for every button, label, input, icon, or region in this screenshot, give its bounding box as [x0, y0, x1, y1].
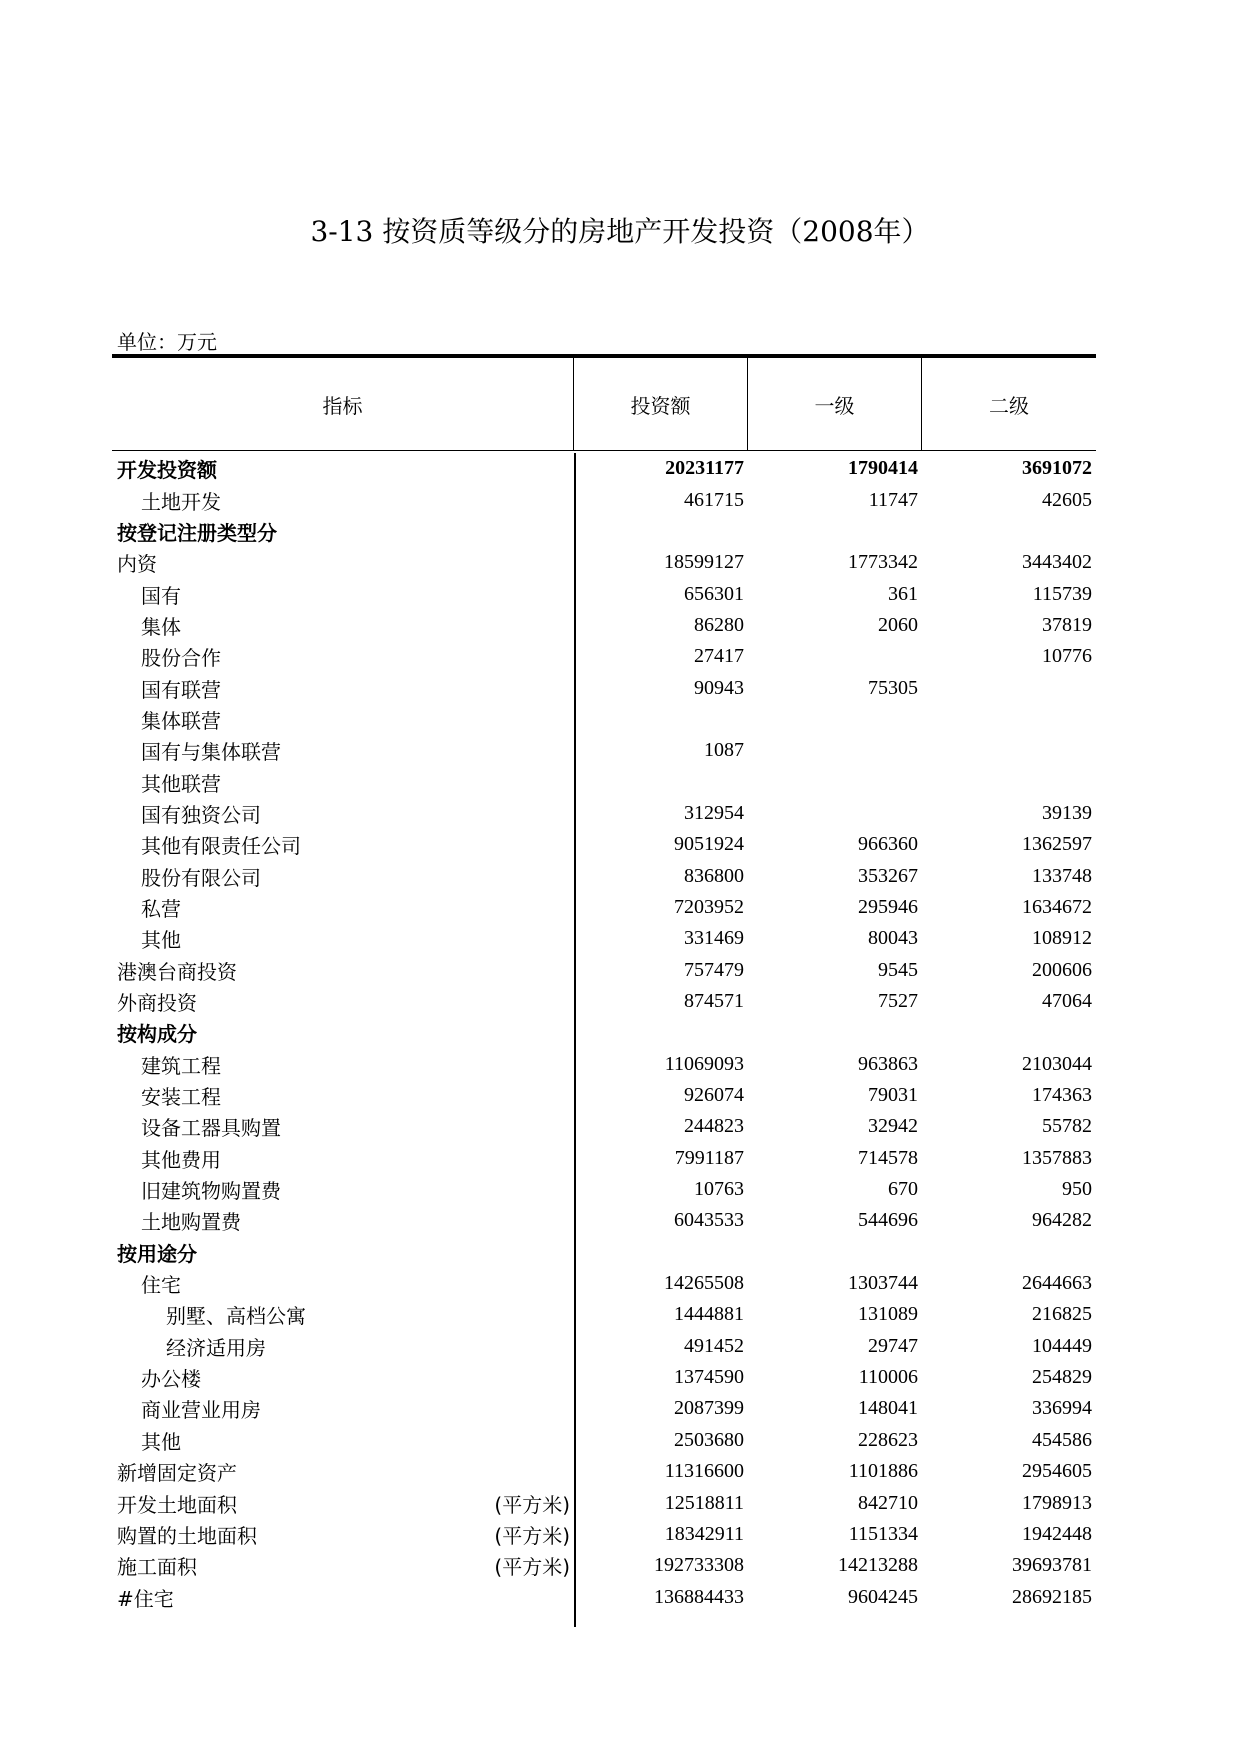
cell-investment: 136884433 [654, 1585, 744, 1608]
row-label: 集体联营 [141, 708, 221, 733]
table-row [112, 1362, 1096, 1393]
row-label: 其他 [141, 1429, 181, 1454]
row-label: 按用途分 [117, 1241, 197, 1266]
cell-grade-1: 11747 [868, 488, 918, 511]
cell-investment: 836800 [684, 864, 744, 887]
table-row [112, 484, 1096, 515]
table-row [112, 578, 1096, 609]
header-investment: 投资额 [574, 358, 748, 450]
cell-investment: 11069093 [664, 1052, 744, 1075]
table-row [112, 672, 1096, 703]
cell-grade-1: 2060 [878, 613, 918, 636]
row-label-cell [112, 1332, 574, 1361]
row-label-cell [112, 862, 574, 891]
row-label-cell [112, 1583, 574, 1612]
row-label: 股份有限公司 [141, 865, 261, 890]
cell-grade-2: 104449 [1032, 1334, 1092, 1357]
cell-grade-1: 295946 [858, 895, 918, 918]
row-label-cell [112, 1457, 574, 1486]
cell-investment: 192733308 [654, 1554, 744, 1577]
row-label: 开发投资额 [117, 458, 217, 483]
row-label: 开发土地面积 [117, 1492, 237, 1517]
cell-investment: 656301 [684, 582, 744, 605]
row-label-cell [112, 454, 574, 483]
cell-grade-2: 3443402 [1022, 551, 1092, 574]
cell-grade-1: 32942 [868, 1115, 918, 1138]
cell-grade-1: 29747 [868, 1334, 918, 1357]
table-row [112, 1299, 1096, 1330]
row-label-cell [112, 486, 574, 515]
cell-grade-2: 2954605 [1022, 1460, 1092, 1483]
row-label-cell [112, 830, 574, 859]
row-label-cell [112, 1081, 574, 1110]
row-label: 外商投资 [117, 991, 197, 1016]
row-label-cell [112, 580, 574, 609]
row-label-cell [112, 1394, 574, 1423]
row-label: 国有与集体联营 [141, 740, 281, 765]
column-divider [574, 453, 576, 1627]
cell-investment: 10763 [694, 1178, 744, 1201]
cell-investment: 6043533 [674, 1209, 744, 1232]
row-label-cell [112, 956, 574, 985]
cell-grade-2: 28692185 [1012, 1585, 1092, 1608]
cell-investment: 12518811 [664, 1491, 744, 1514]
cell-grade-1: 714578 [858, 1146, 918, 1169]
table-header [112, 358, 1096, 451]
row-label-cell [112, 1050, 574, 1079]
row-label: 其他联营 [141, 771, 221, 796]
cell-grade-2: 39693781 [1012, 1554, 1092, 1577]
cell-investment: 14265508 [664, 1272, 744, 1295]
row-label-cell [112, 1238, 574, 1267]
cell-grade-1: 670 [888, 1178, 918, 1201]
table-row [112, 641, 1096, 672]
cell-grade-1: 1773342 [848, 551, 918, 574]
cell-grade-1: 1101886 [848, 1460, 918, 1483]
row-unit: (平方米) [494, 1555, 570, 1580]
cell-grade-2: 454586 [1032, 1428, 1092, 1451]
cell-grade-2: 964282 [1032, 1209, 1092, 1232]
cell-investment: 461715 [684, 488, 744, 511]
row-label-cell [112, 1018, 574, 1047]
table-row [112, 1425, 1096, 1456]
cell-grade-1: 842710 [858, 1491, 918, 1514]
cell-investment: 244823 [684, 1115, 744, 1138]
cell-investment: 7203952 [674, 895, 744, 918]
cell-investment: 20231177 [665, 457, 744, 480]
header-grade-2: 二级 [989, 393, 1029, 418]
cell-investment: 491452 [684, 1334, 744, 1357]
cell-grade-2: 216825 [1032, 1303, 1092, 1326]
cell-investment: 1444881 [674, 1303, 744, 1326]
cell-grade-1: 544696 [858, 1209, 918, 1232]
cell-grade-2: 1798913 [1022, 1491, 1092, 1514]
cell-investment: 27417 [694, 645, 744, 668]
row-label-cell [112, 987, 574, 1016]
row-label-cell [112, 1144, 574, 1173]
cell-investment: 18599127 [664, 551, 744, 574]
cell-grade-1: 131089 [858, 1303, 918, 1326]
cell-grade-2: 174363 [1032, 1084, 1092, 1107]
table-row [112, 923, 1096, 954]
row-label-cell [112, 924, 574, 953]
table-row [112, 1049, 1096, 1080]
header-indicator: 指标 [112, 358, 574, 450]
row-unit: (平方米) [494, 1523, 570, 1548]
table-row [112, 1393, 1096, 1424]
cell-grade-2: 254829 [1032, 1366, 1092, 1389]
row-label-cell [112, 1269, 574, 1298]
row-label: 土地开发 [141, 489, 221, 514]
row-label: #住宅 [117, 1586, 174, 1611]
cell-grade-2: 37819 [1042, 613, 1092, 636]
row-label: 新增固定资产 [117, 1461, 237, 1486]
cell-investment: 757479 [684, 958, 744, 981]
row-label: 其他 [141, 928, 181, 953]
cell-investment: 874571 [684, 990, 744, 1013]
row-label-cell [112, 705, 574, 734]
row-label: 旧建筑物购置费 [141, 1179, 281, 1204]
cell-grade-1: 353267 [858, 864, 918, 887]
table-row [112, 798, 1096, 829]
cell-grade-2: 950 [1062, 1178, 1092, 1201]
cell-investment: 18342911 [664, 1522, 744, 1545]
cell-grade-2: 2644663 [1022, 1272, 1092, 1295]
row-label-cell [112, 674, 574, 703]
page-title: 3-13 按资质等级分的房地产开发投资（2008年） [310, 215, 930, 248]
row-label-cell [112, 1489, 574, 1518]
table-row [112, 1111, 1096, 1142]
cell-grade-1: 110006 [858, 1366, 918, 1389]
table-body [112, 453, 1096, 1613]
cell-investment: 926074 [684, 1084, 744, 1107]
cell-grade-1: 1790414 [848, 457, 918, 480]
row-label-cell [112, 1112, 574, 1141]
cell-investment: 11316600 [664, 1460, 744, 1483]
table-row [112, 1205, 1096, 1236]
row-label-cell [112, 517, 574, 546]
cell-grade-2: 200606 [1032, 958, 1092, 981]
row-label: 其他费用 [141, 1147, 221, 1172]
row-label-cell [112, 1206, 574, 1235]
cell-grade-2: 1942448 [1022, 1522, 1092, 1545]
cell-investment: 1087 [704, 739, 744, 762]
row-label: 按登记注册类型分 [117, 520, 277, 545]
row-label: 安装工程 [141, 1085, 221, 1110]
cell-grade-1: 9604245 [848, 1585, 918, 1608]
table-row [112, 453, 1096, 484]
table-row [112, 1519, 1096, 1550]
row-label-cell [112, 1520, 574, 1549]
row-label-cell [112, 1426, 574, 1455]
row-label-cell [112, 548, 574, 577]
row-label-cell [112, 1175, 574, 1204]
row-label: 集体 [141, 614, 181, 639]
cell-grade-2: 10776 [1042, 645, 1092, 668]
row-label-cell [112, 768, 574, 797]
table-row [112, 1581, 1096, 1612]
cell-grade-2: 1357883 [1022, 1146, 1092, 1169]
row-label: 国有独资公司 [141, 802, 261, 827]
cell-investment: 90943 [694, 676, 744, 699]
row-label: 购置的土地面积 [117, 1523, 257, 1548]
cell-investment: 2087399 [674, 1397, 744, 1420]
table-row [112, 1456, 1096, 1487]
cell-grade-1: 1151334 [848, 1522, 918, 1545]
row-label: 私营 [141, 896, 181, 921]
table-row [112, 1017, 1096, 1048]
row-label: 别墅、高档公寓 [166, 1304, 306, 1329]
cell-grade-2: 115739 [1032, 582, 1092, 605]
cell-grade-2: 1362597 [1022, 833, 1092, 856]
table-row [112, 1331, 1096, 1362]
table-row [112, 704, 1096, 735]
cell-grade-1: 80043 [868, 927, 918, 950]
table-row [112, 860, 1096, 891]
row-label-cell [112, 893, 574, 922]
table-row [112, 1550, 1096, 1581]
cell-grade-1: 228623 [858, 1428, 918, 1451]
cell-grade-1: 14213288 [838, 1554, 918, 1577]
row-label-cell [112, 611, 574, 640]
cell-grade-1: 148041 [858, 1397, 918, 1420]
table-row [112, 766, 1096, 797]
unit-label: 单位：万元 [117, 330, 217, 354]
table-row [112, 735, 1096, 766]
cell-investment: 312954 [684, 801, 744, 824]
cell-grade-2: 47064 [1042, 990, 1092, 1013]
cell-grade-1: 7527 [878, 990, 918, 1013]
cell-grade-2: 1634672 [1022, 895, 1092, 918]
cell-grade-2: 39139 [1042, 801, 1092, 824]
row-label: 商业营业用房 [141, 1398, 261, 1423]
table-row [112, 1268, 1096, 1299]
row-label-cell [112, 1300, 574, 1329]
row-label: 办公楼 [141, 1367, 201, 1392]
row-label: 经济适用房 [166, 1335, 266, 1360]
row-label: 按构成分 [117, 1022, 197, 1047]
table-row [112, 1174, 1096, 1205]
cell-grade-2: 2103044 [1022, 1052, 1092, 1075]
row-label: 土地购置费 [141, 1210, 241, 1235]
cell-investment: 331469 [684, 927, 744, 950]
table-row [112, 547, 1096, 578]
row-label-cell [112, 642, 574, 671]
row-label: 其他有限责任公司 [141, 834, 301, 859]
table-row [112, 610, 1096, 641]
table-row [112, 1080, 1096, 1111]
cell-grade-1: 963863 [858, 1052, 918, 1075]
cell-investment: 86280 [694, 613, 744, 636]
row-label: 建筑工程 [141, 1053, 221, 1078]
row-label-cell [112, 1551, 574, 1580]
table-row [112, 829, 1096, 860]
cell-grade-2: 336994 [1032, 1397, 1092, 1420]
table-row [112, 516, 1096, 547]
row-label: 设备工器具购置 [141, 1116, 281, 1141]
cell-grade-1: 1303744 [848, 1272, 918, 1295]
row-label-cell [112, 799, 574, 828]
table-row [112, 986, 1096, 1017]
table-row [112, 892, 1096, 923]
row-label: 住宅 [141, 1273, 181, 1298]
cell-grade-2: 108912 [1032, 927, 1092, 950]
cell-grade-2: 55782 [1042, 1115, 1092, 1138]
table-row [112, 1487, 1096, 1518]
cell-grade-2: 42605 [1042, 488, 1092, 511]
cell-investment: 7991187 [674, 1146, 744, 1169]
cell-grade-2: 3691072 [1022, 457, 1092, 480]
cell-grade-1: 9545 [878, 958, 918, 981]
row-unit: (平方米) [494, 1492, 570, 1517]
cell-investment: 1374590 [674, 1366, 744, 1389]
cell-grade-1: 79031 [868, 1084, 918, 1107]
cell-grade-1: 966360 [858, 833, 918, 856]
table-row [112, 1237, 1096, 1268]
data-table [112, 354, 1096, 1613]
row-label: 股份合作 [141, 646, 221, 671]
cell-investment: 2503680 [674, 1428, 744, 1451]
cell-investment: 9051924 [674, 833, 744, 856]
cell-grade-1: 361 [888, 582, 918, 605]
header-grade-1: 一级 [748, 358, 922, 450]
row-label-cell [112, 1363, 574, 1392]
row-label: 港澳台商投资 [117, 959, 237, 984]
cell-grade-1: 75305 [868, 676, 918, 699]
row-label-cell [112, 736, 574, 765]
cell-grade-2: 133748 [1032, 864, 1092, 887]
row-label: 国有 [141, 583, 181, 608]
row-label: 国有联营 [141, 677, 221, 702]
table-row [112, 955, 1096, 986]
row-label: 内资 [117, 552, 157, 577]
row-label: 施工面积 [117, 1555, 197, 1580]
table-row [112, 1143, 1096, 1174]
